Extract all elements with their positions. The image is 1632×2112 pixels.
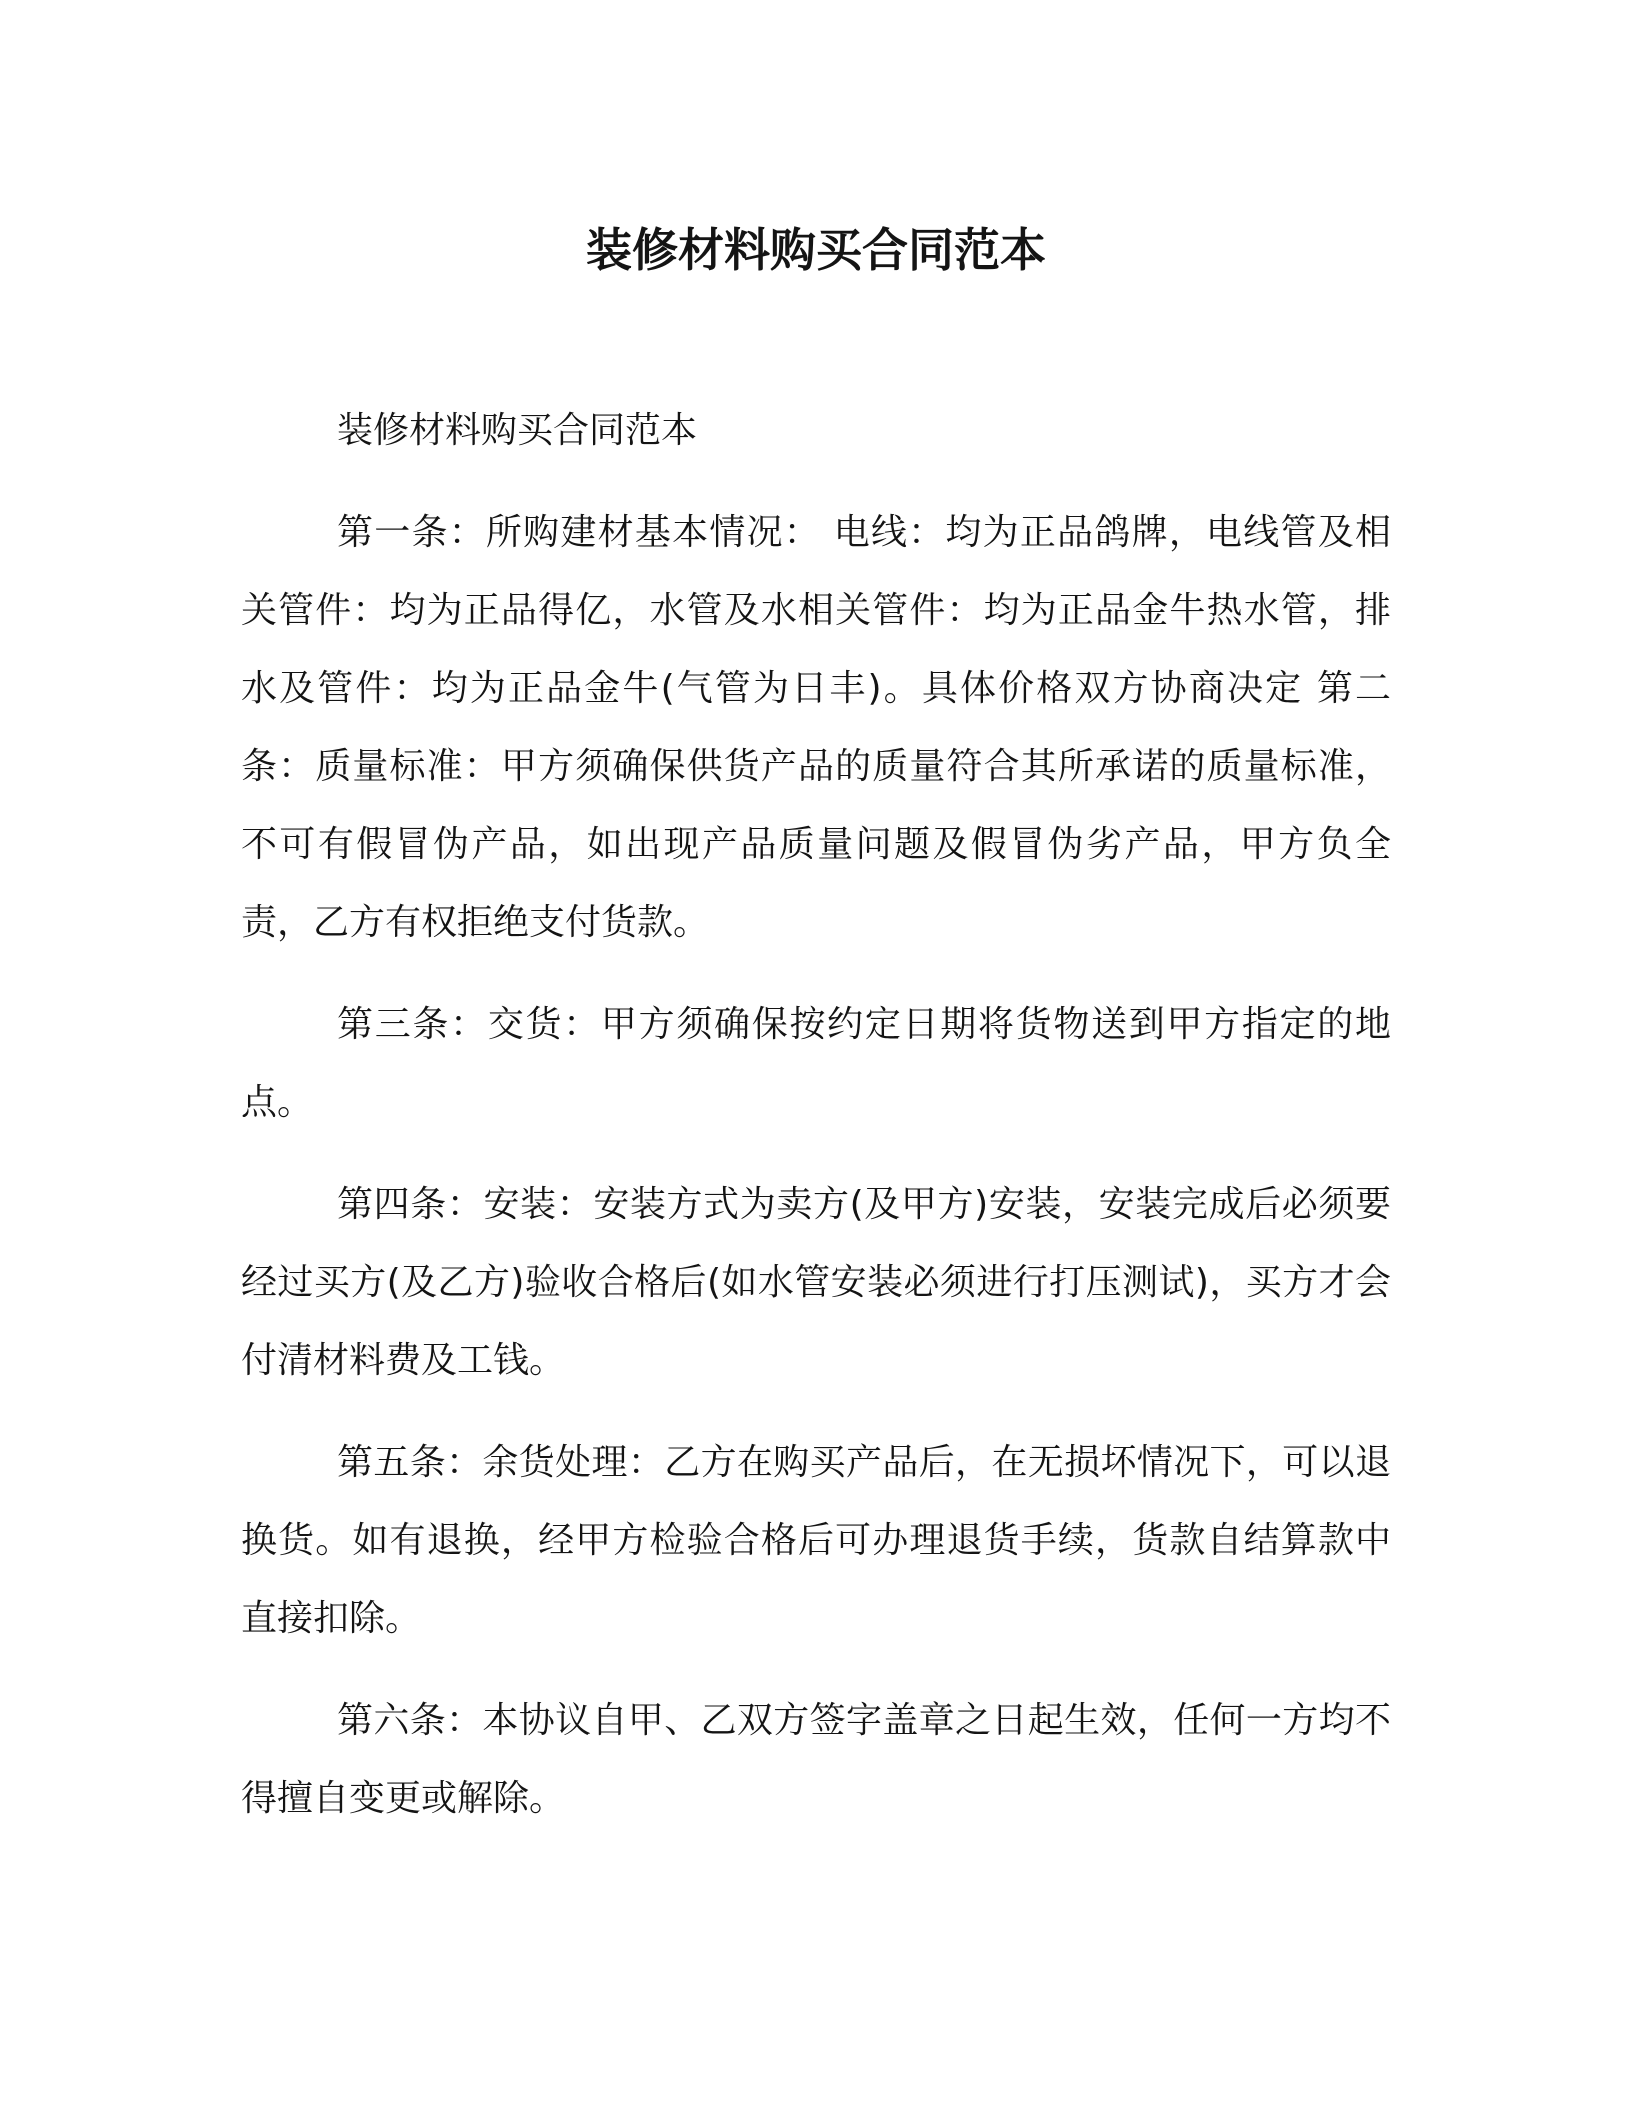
document-title: 装修材料购买合同范本: [586, 223, 1046, 277]
paragraph-article-5: 第五条：余货处理：乙方在购买产品后，在无损坏情况下，可以退换货。如有退换，经甲方检验合格后可办理退货手续，货款自结算款中直接扣除。: [241, 1442, 1391, 1639]
paragraph-article-4: 第四条：安装：安装方式为卖方(及甲方)安装，安装完成后必须要经过买方(及乙方)验收合格后(如水管安装必须进行打压测试)，买方才会付清材料费及工钱。: [241, 1184, 1391, 1381]
document-body: [241, 392, 1391, 1838]
paragraph-article-3: 第三条：交货：甲方须确保按约定日期将货物送到甲方指定的地点。: [241, 1004, 1391, 1123]
paragraph-article-1-2: 第一条：所购建材基本情况： 电线：均为正品鸽牌，电线管及相关管件：均为正品得亿，水管及水相关管件：均为正品金牛热水管，排水及管件：均为正品金牛(气管为日丰)。具体价格双方协商决定 第二条：质量标准：甲方须确保供货产品的质量符合其所承诺的质量标准，不可有假冒伪产品，如出现产品质量问题及假冒伪劣产品，甲方负全责，乙方有权拒绝支付货款。: [241, 512, 1391, 943]
paragraph-subtitle: 装修材料购买合同范本: [337, 410, 698, 451]
paragraph-article-6: 第六条：本协议自甲、乙双方签字盖章之日起生效，任何一方均不得擅自变更或解除。: [241, 1700, 1391, 1819]
